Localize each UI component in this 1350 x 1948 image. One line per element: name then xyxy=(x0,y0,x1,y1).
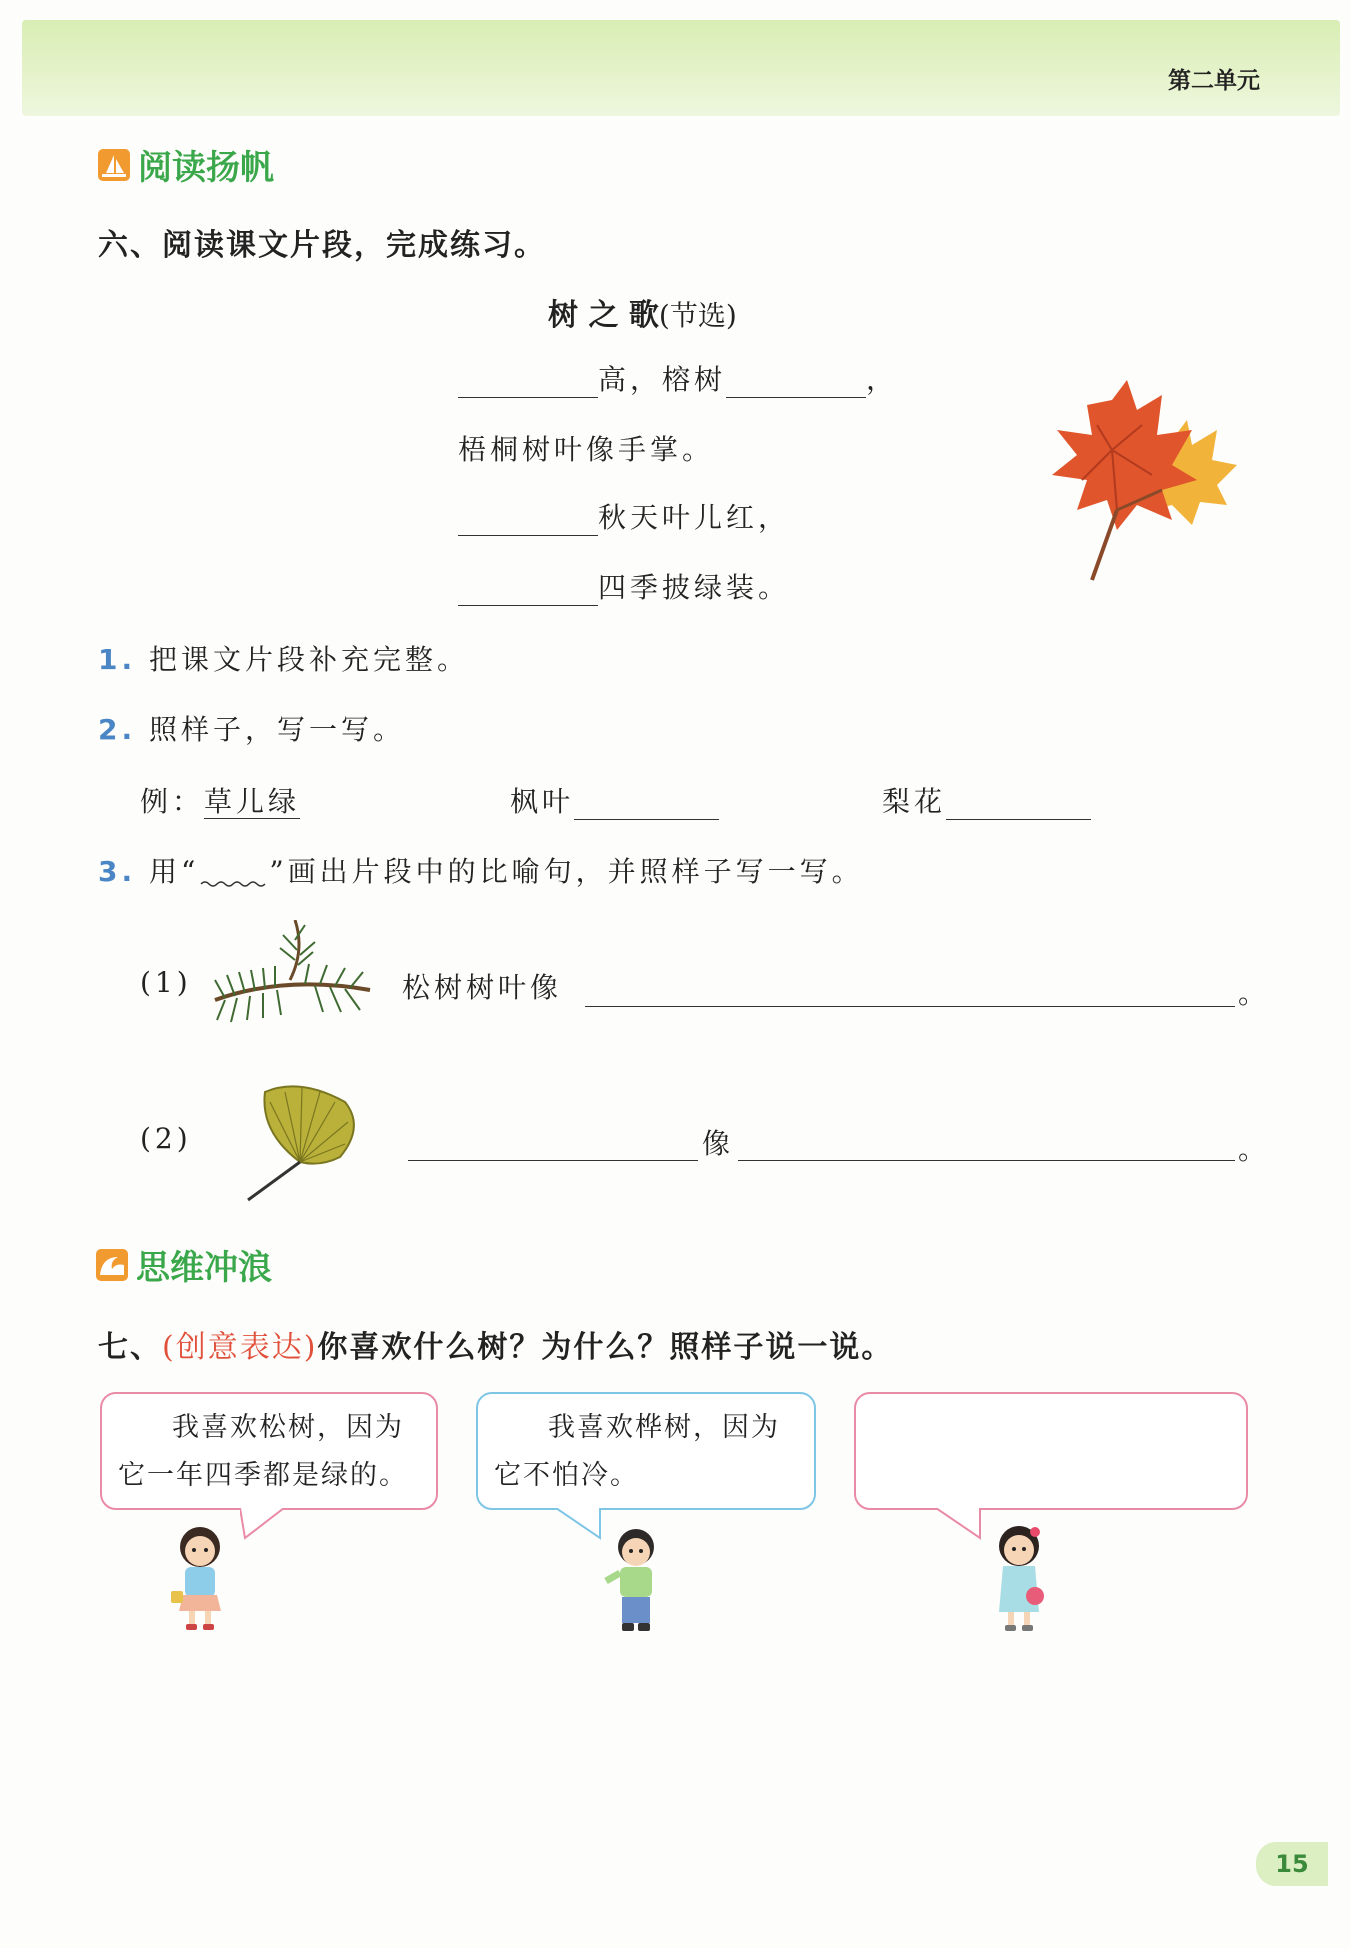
section-thinking-heading xyxy=(96,1240,272,1289)
poem-line-1 xyxy=(458,358,898,398)
section-reading-heading xyxy=(98,140,274,189)
sim1-num: (1) xyxy=(140,966,192,999)
poem-line-4 xyxy=(458,566,790,606)
sail-icon xyxy=(98,149,130,181)
sim2-mid: 像 xyxy=(702,1127,735,1160)
q7-tag: (创意表达) xyxy=(162,1330,318,1365)
task-1 xyxy=(98,638,469,678)
task-3-num: 3. xyxy=(98,855,137,888)
task-3-text-a: 用“ xyxy=(149,855,200,888)
example-row xyxy=(140,780,300,820)
page-number: 15 xyxy=(1256,1842,1328,1886)
task-1-num: 1. xyxy=(98,643,137,676)
header-band xyxy=(22,20,1340,116)
poem-line-1-comma: ， xyxy=(866,363,899,396)
task-1-text: 把课文片段补充完整。 xyxy=(149,643,470,676)
q7-title xyxy=(98,1322,893,1366)
poem-line-2: 梧桐树叶像手掌。 xyxy=(458,433,715,466)
example-blank-1[interactable] xyxy=(574,785,719,820)
example-label: 例： xyxy=(140,785,205,818)
sim1-blank[interactable] xyxy=(585,972,1235,1007)
example-item-2-label: 梨花 xyxy=(882,785,947,818)
speech-bubble-3[interactable] xyxy=(854,1392,1248,1510)
sim2-end: 。 xyxy=(1238,1133,1271,1166)
maple-leaf-icon xyxy=(1022,380,1247,585)
example-item-2 xyxy=(882,780,1091,820)
wave-icon xyxy=(96,1249,128,1281)
example-item-1-label: 枫叶 xyxy=(510,785,575,818)
bubble-tail-1 xyxy=(240,1508,290,1544)
poem-title-text: 树 之 歌 xyxy=(548,298,659,333)
sim1-end: 。 xyxy=(1238,977,1271,1010)
sim2-num: (2) xyxy=(140,1122,192,1155)
example-item-1 xyxy=(510,780,719,820)
girl-character-2 xyxy=(985,1522,1055,1637)
poem-blank-1[interactable] xyxy=(458,363,598,398)
poem-line-3 xyxy=(458,496,790,536)
task-2-num: 2. xyxy=(98,713,137,746)
task-2-text: 照样子，写一写。 xyxy=(149,713,406,746)
poem-title xyxy=(548,290,737,334)
unit-label: 第二单元 xyxy=(1168,68,1260,94)
ginkgo-leaf-icon xyxy=(240,1082,370,1202)
q7-prefix: 七、 xyxy=(98,1330,162,1365)
poem-blank-2[interactable] xyxy=(726,363,866,398)
pine-branch-icon xyxy=(205,920,375,1040)
speech-bubble-2: 我喜欢桦树，因为它不怕冷。 xyxy=(476,1392,816,1510)
wavy-line-mark xyxy=(199,860,269,890)
boy-character xyxy=(600,1525,670,1637)
example-word: 草儿绿 xyxy=(204,785,301,818)
poem-line-3-text: 秋天叶儿红， xyxy=(598,501,791,534)
q7-text: 你喜欢什么树？为什么？照样子说一说。 xyxy=(317,1330,894,1365)
task-2 xyxy=(98,708,405,748)
poem-line-1-text: 高，榕树 xyxy=(598,363,727,396)
poem-blank-4[interactable] xyxy=(458,571,598,606)
task-3 xyxy=(98,850,864,890)
poem-blank-3[interactable] xyxy=(458,501,598,536)
bubble-tail-3 xyxy=(936,1508,986,1544)
sim2-blank-2[interactable] xyxy=(738,1126,1235,1161)
q6-title: 六、阅读课文片段，完成练习。 xyxy=(98,228,546,263)
poem-line-4-text: 四季披绿装。 xyxy=(598,571,791,604)
bubble-tail-2 xyxy=(556,1508,606,1544)
section-thinking-title: 思维冲浪 xyxy=(136,1248,272,1288)
example-blank-2[interactable] xyxy=(946,785,1091,820)
poem-title-note: (节选) xyxy=(658,299,737,332)
sim2-blank-1[interactable] xyxy=(408,1126,698,1161)
girl-character-1 xyxy=(165,1525,235,1635)
section-reading-title: 阅读扬帆 xyxy=(138,148,274,188)
speech-bubble-1: 我喜欢松树，因为它一年四季都是绿的。 xyxy=(100,1392,438,1510)
sim1-text: 松树树叶像 xyxy=(402,971,563,1004)
task-3-text-b: ”画出片段中的比喻句，并照样子写一写。 xyxy=(269,855,864,888)
